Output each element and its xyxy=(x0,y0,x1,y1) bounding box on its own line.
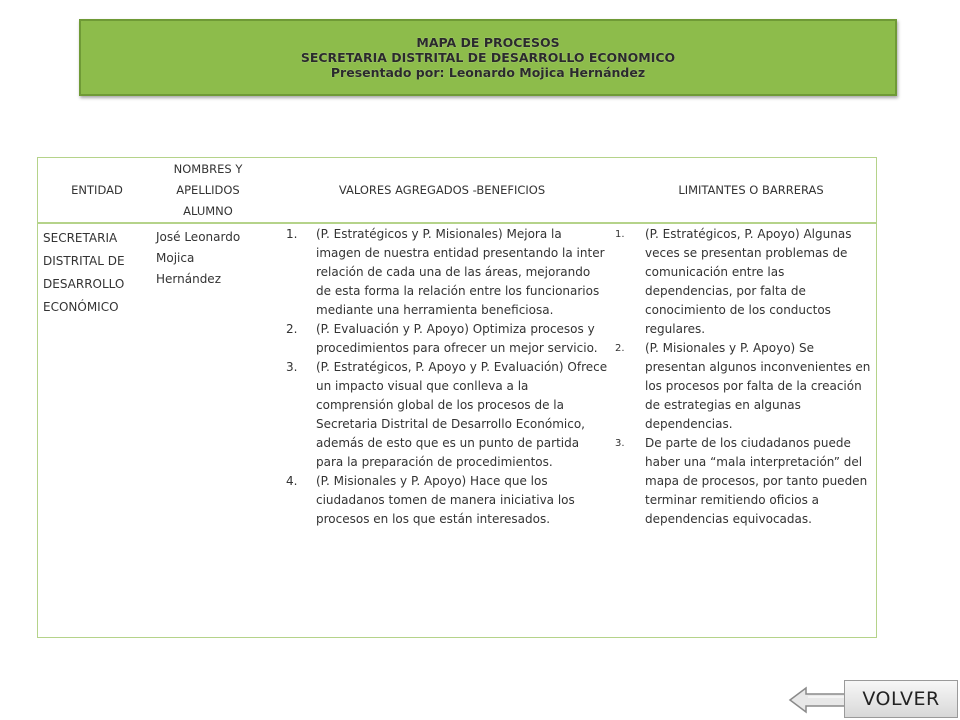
list-item: 1. (P. Estratégicos y P. Misionales) Mejora la imagen de nuestra entidad presentando la inter relación de cada una de las áreas, mejorando de esta forma la relación entre los funcionarios mediante una herramienta beneficiosa. xyxy=(286,227,605,317)
table-header xyxy=(38,158,876,224)
cell-entidad: SECRETARIA DISTRITAL DE DESARROLLO ECONÓMICO xyxy=(43,231,125,314)
volver-button[interactable] xyxy=(844,680,958,718)
volver-label: VOLVER xyxy=(862,688,940,710)
valores-list xyxy=(286,225,608,529)
left-arrow-icon[interactable] xyxy=(788,686,848,714)
cell-valores xyxy=(286,225,608,529)
volver-nav[interactable] xyxy=(788,680,960,720)
list-item: 2. (P. Evaluación y P. Apoyo) Optimiza procesos y procedimientos para ofrecer un mejor servicio. xyxy=(286,322,598,355)
list-item: 3. De parte de los ciudadanos puede haber una “mala interpretación” del mapa de procesos, por tanto pueden terminar remitiendo oficios a dependencias equivocadas. xyxy=(615,436,868,526)
title-banner xyxy=(79,19,897,96)
process-table xyxy=(37,157,877,638)
banner-title: MAPA DE PROCESOS xyxy=(416,35,560,50)
banner-subtitle: SECRETARIA DISTRITAL DE DESARROLLO ECONOMICO xyxy=(300,50,676,65)
header-valores: VALORES AGREGADOS -BENEFICIOS xyxy=(338,182,546,197)
banner-author: Presentado por: Leonardo Mojica Hernández xyxy=(330,65,646,80)
header-entidad: ENTIDAD xyxy=(71,182,123,197)
header-limitantes: LIMITANTES O BARRERAS xyxy=(678,182,824,197)
header-nombres: NOMBRES Y APELLIDOS ALUMNO xyxy=(173,161,243,218)
cell-limitantes xyxy=(615,225,871,529)
list-item: 3. (P. Estratégicos, P. Apoyo y P. Evaluación) Ofrece un impacto visual que conlleva a la comprensión global de los procesos de la Secretaria Distrital de Desarrollo Económico, además de esto que es un punto de partida para la preparación de procedimientos. xyxy=(286,360,608,469)
list-item: 2. (P. Misionales y P. Apoyo) Se presentan algunos inconvenientes en los procesos por falta de la creación de estrategias en algunas dependencias. xyxy=(615,341,871,431)
limitantes-list xyxy=(615,225,871,529)
list-item: 4. (P. Misionales y P. Apoyo) Hace que los ciudadanos tomen de manera iniciativa los procesos en los que están interesados. xyxy=(286,474,575,526)
cell-nombre: José Leonardo Mojica Hernández xyxy=(156,230,241,286)
list-item: 1. (P. Estratégicos, P. Apoyo) Algunas veces se presentan problemas de comunicación entre las dependencias, por falta de conocimiento de los conductos regulares. xyxy=(615,227,852,336)
